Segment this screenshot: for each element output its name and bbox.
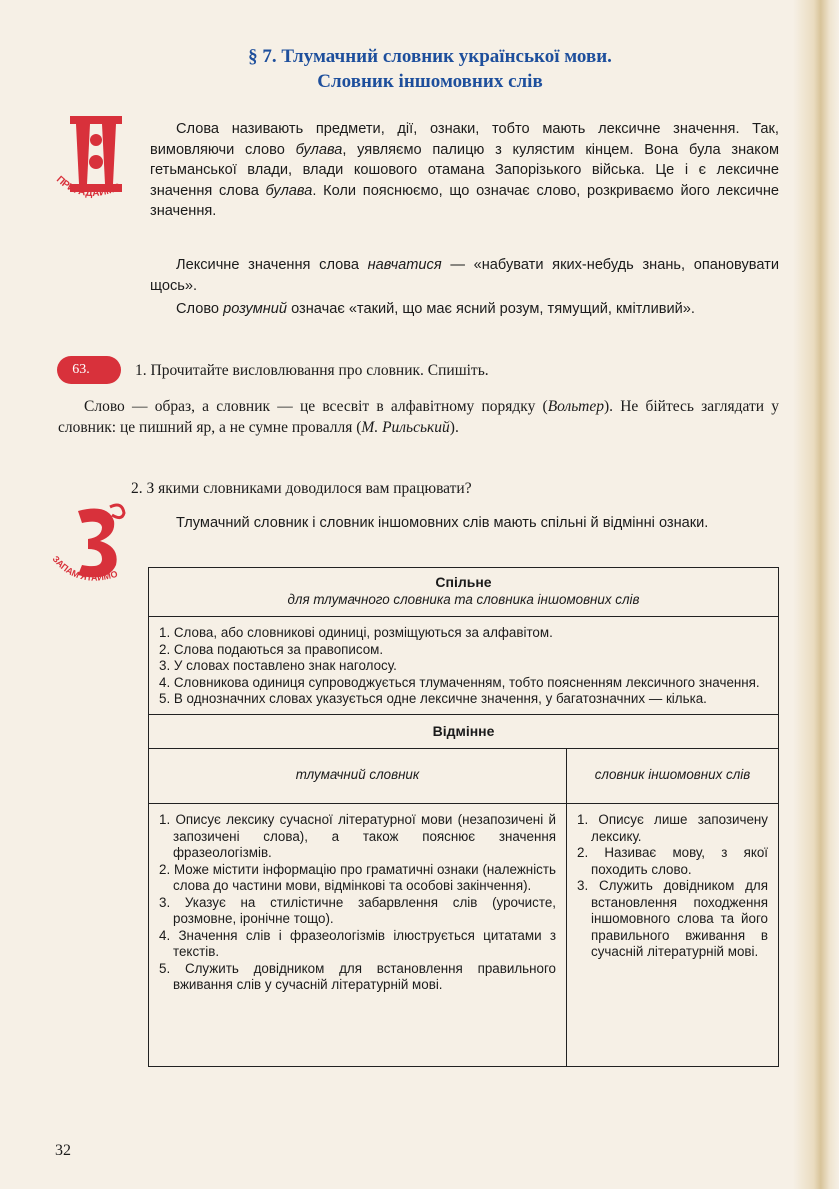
intro-paragraph-3: Слово розумний означає «такий, що має ясний розум, тямущий, кмітливий». (176, 301, 695, 317)
common-title: Спільне (435, 574, 492, 590)
col1-header: тлумачний словник (149, 749, 567, 804)
col1-cell (149, 804, 567, 1067)
title-line-2: Словник іншомовних слів (317, 71, 543, 92)
intro-paragraph-1: Слова називають предмети, дії, ознаки, тобто мають лексичне значення. Так, вимовляючи слово булава, уявляємо палицю з кулястим кінцем. Вона була знаком гетьманської влади, влади кошового отамана Запорізького війська. Це і є лексичне значення слова булава. Коли пояснюємо, що означає слово, розкриваємо його лексичне значення. (150, 121, 779, 219)
common-header (149, 568, 779, 617)
list-item: 2. Може містити інформацію про граматичні ознаки (належність слова до частини мови, відмінкові та особові закінчення). (159, 861, 556, 893)
common-list (149, 617, 778, 714)
table-lead-text: Тлумачний словник і словник іншомовних слів мають спільні й відмінні ознаки. (176, 515, 709, 531)
list-item: 1. Описує лексику сучасної літературної мови (незапозичені й запозичені слова), а також пояснює значення фразеологізмів. (159, 812, 556, 860)
remember-icon (48, 110, 144, 210)
common-subtitle: для тлумачного словника та словника іншомовних слів (287, 591, 640, 607)
exercise-number-badge: 63. (57, 356, 121, 384)
memorize-icon-label: ЗАПАМ'ЯТАЙМО (50, 553, 119, 583)
list-item: 5. В однозначних словах указується одне лексичне значення, у багатозначних — кілька. (159, 691, 707, 706)
difference-title: Відмінне (432, 722, 495, 739)
col2-list (567, 804, 778, 967)
exercise-quote: Слово — образ, а словник — це всесвіт в алфавітному порядку (Вольтер). Не бійтесь заглядати у словник: це пишний яр, а не сумне провалля (М. Рильський). (58, 398, 779, 436)
list-item: 2. Слова подаються за правописом. (159, 641, 384, 657)
intro-paragraph-2: Лексичне значення слова навчатися — «набувати яких-небудь знань, опановувати щось». (150, 257, 779, 294)
list-item: 5. Служить довідником для встановлення правильного вживання слів у сучасній літературній мові. (159, 960, 556, 992)
title-line-1: § 7. Тлумачний словник української мови. (248, 46, 612, 67)
list-item: 3. У словах поставлено знак наголосу. (159, 658, 397, 673)
col2-header: словник іншомовних слів (567, 749, 779, 804)
col1-list (149, 804, 566, 1000)
list-item: 3. Указує на стилістичне забарвлення слів (урочисте, розмовне, іронічне тощо). (159, 894, 556, 926)
section-title (120, 44, 740, 94)
common-cell (149, 617, 779, 715)
page-spine-shadow (793, 0, 839, 1189)
list-item: 3. Служить довідником для встановлення походження іншомовного слова та його правильного вживання в сучасній літературній мові. (577, 878, 768, 959)
exercise-task-1: 1. Прочитайте висловлювання про словник. Спишіть. (135, 362, 489, 379)
comparison-table (148, 567, 779, 1067)
list-item: 4. Значення слів і фразеологізмів ілюструється цитатами з текстів. (159, 927, 556, 959)
list-item: 1. Слова, або словникові одиниці, розміщуються за алфавітом. (159, 625, 553, 640)
list-item: 2. Називає мову, з якої походить слово. (577, 845, 768, 877)
exercise-task-2: 2. З якими словниками доводилося вам працювати? (131, 480, 472, 497)
difference-header (149, 714, 779, 749)
page-number: 32 (55, 1142, 71, 1159)
list-item: 1. Описує лише запозичену лексику. (577, 812, 768, 844)
col2-cell (567, 804, 779, 1067)
list-item: 4. Словникова одиниця супроводжується тлумаченням, тобто поясненням лексичного значення. (159, 674, 760, 690)
memorize-icon (48, 503, 144, 591)
remember-icon-label: ПРИГАДАЙМО (54, 174, 123, 200)
